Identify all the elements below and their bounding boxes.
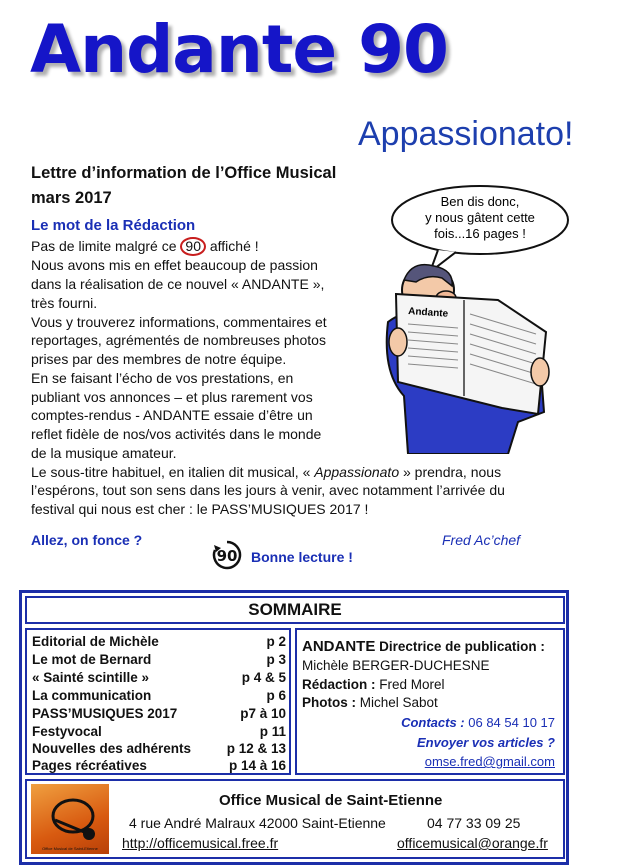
reader-cartoon-illustration (368, 182, 574, 454)
editorial-subtitle-line: Le sous-titre habituel, en italien dit musical, « Appassionato » prendra, nous (31, 464, 502, 480)
newsletter-subtitle: Appassionato! (358, 115, 574, 153)
newspaper-title: Andante (407, 306, 449, 320)
phone-number: 04 77 33 09 25 (427, 815, 521, 831)
svg-text:90: 90 (216, 547, 238, 565)
editorial-line: festival qui nous est cher : le PASS’MUSIQUES 2017 ! (31, 501, 369, 517)
signature: Fred Ac’chef (442, 532, 521, 548)
editorial-line: de la musique amateur. (31, 445, 177, 461)
redaction-line: Rédaction : Fred Morel (302, 677, 445, 692)
right-hand (531, 358, 549, 386)
toc-item: Le mot de Bernard p 3 (32, 652, 286, 667)
organization-email-link[interactable]: officemusical@orange.fr (397, 835, 548, 851)
office-musical-logo (31, 784, 109, 854)
toc-item: « Sainté scintille » p 4 & 5 (32, 670, 286, 685)
toc-item: Editorial de Michèle p 2 (32, 634, 286, 649)
editor-email-link[interactable]: omse.fred@gmail.com (424, 754, 555, 769)
speech-line-3: fois...16 pages ! (434, 226, 526, 241)
editorial-line: l’espérons, tout son sens dans les jours à venir, avec notamment l’arrivée du (31, 482, 505, 498)
circled-90: 90 (180, 237, 206, 256)
toc-item: Festyvocal p 11 (32, 724, 286, 739)
header-line-1: Lettre d’information de l’Office Musical (31, 164, 337, 182)
editorial-line: publiant vos annonces – et plus rarement vos (31, 389, 313, 405)
footer-contact-box (25, 779, 565, 859)
toc-item: La communication p 6 (32, 688, 286, 703)
bonne-lecture: Bonne lecture ! (251, 549, 353, 565)
directrice-line: ANDANTE Directrice de publication : (302, 638, 545, 655)
editorial-line: Nous avons mis en effet beaucoup de passion (31, 257, 318, 273)
header-line-2: mars 2017 (31, 189, 112, 207)
editorial-line: En se faisant l’écho de vos prestations, en (31, 370, 294, 386)
editorial-line: dans la réalisation de ce nouvel « ANDANTE », (31, 276, 325, 292)
editorial-line: reportages, agrémentés de nombreuses photos (31, 332, 326, 348)
editorial-first-line: Pas de limite malgré ce 90 affiché ! (31, 238, 259, 254)
speech-line-1: Ben dis donc, (440, 194, 520, 209)
toc-item: Pages récréatives p 14 à 16 (32, 758, 286, 773)
table-of-contents (25, 628, 291, 775)
editorial-heading: Le mot de la Rédaction (31, 217, 196, 234)
send-articles-prompt: Envoyer vos articles ? (416, 735, 555, 750)
toc-item: PASS’MUSIQUES 2017 p7 à 10 (32, 706, 286, 721)
editorial-line: prises par des membres de notre équipe. (31, 351, 287, 367)
closing-phrase: Allez, on fonce ? (31, 532, 143, 548)
svg-text:Office Musical de Saint-Etienn: Office Musical de Saint-Etienne (42, 846, 98, 851)
sommaire-title: SOMMAIRE (25, 596, 565, 624)
speech-line-2: y nous gâtent cette (425, 210, 535, 225)
publication-credits (295, 628, 565, 775)
editorial-line: reflet fidèle de nos/vos activités dans le monde (31, 426, 322, 442)
note-logo-icon (31, 784, 109, 854)
left-hand (389, 328, 407, 356)
photos-line: Photos : Michel Sabot (302, 695, 438, 710)
address: 4 rue André Malraux 42000 Saint-Etienne (129, 815, 386, 831)
editorial-line: très fourni. (31, 295, 98, 311)
ninety-badge-icon (212, 540, 242, 570)
editorial-line: Vous y trouverez informations, commentaires et (31, 314, 327, 330)
editorial-line: comptes-rendus - ANDANTE essaie d’être un (31, 407, 313, 423)
directrice-name: Michèle BERGER-DUCHESNE (302, 658, 490, 673)
toc-item: Nouvelles des adhérents p 12 & 13 (32, 741, 286, 756)
organization-name: Office Musical de Saint-Etienne (219, 792, 443, 809)
contacts-line: Contacts : 06 84 54 10 17 (401, 715, 555, 730)
website-link[interactable]: http://officemusical.free.fr (122, 835, 279, 851)
newsletter-title: Andante 90 (30, 11, 448, 88)
